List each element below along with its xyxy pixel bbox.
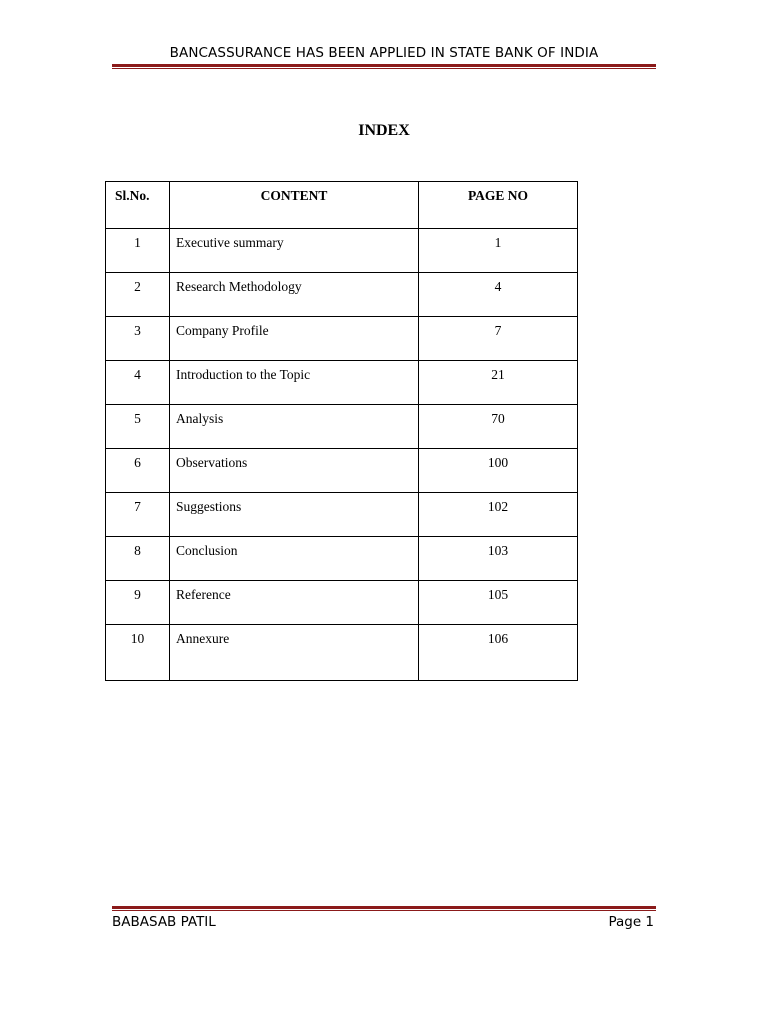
cell-page-no: 100 xyxy=(419,449,578,493)
cell-content: Conclusion xyxy=(170,537,419,581)
cell-content: Analysis xyxy=(170,405,419,449)
cell-content: Observations xyxy=(170,449,419,493)
table-row xyxy=(106,537,578,581)
footer-rule xyxy=(112,906,656,911)
cell-page-no: 106 xyxy=(419,625,578,681)
header-rule xyxy=(112,64,656,69)
cell-sl-no: 4 xyxy=(106,361,170,405)
column-header-page-no: PAGE NO xyxy=(419,182,578,229)
cell-content: Introduction to the Topic xyxy=(170,361,419,405)
table-row xyxy=(106,405,578,449)
cell-page-no: 70 xyxy=(419,405,578,449)
footer-author: BABASAB PATIL xyxy=(112,914,216,930)
cell-page-no: 1 xyxy=(419,229,578,273)
cell-sl-no: 1 xyxy=(106,229,170,273)
cell-sl-no: 5 xyxy=(106,405,170,449)
cell-content: Suggestions xyxy=(170,493,419,537)
cell-sl-no: 9 xyxy=(106,581,170,625)
footer-page-number: Page 1 xyxy=(608,914,654,930)
table-row xyxy=(106,581,578,625)
cell-content: Company Profile xyxy=(170,317,419,361)
cell-sl-no: 2 xyxy=(106,273,170,317)
cell-content: Reference xyxy=(170,581,419,625)
cell-content: Executive summary xyxy=(170,229,419,273)
cell-page-no: 103 xyxy=(419,537,578,581)
index-table xyxy=(105,181,578,681)
cell-content: Research Methodology xyxy=(170,273,419,317)
table-row xyxy=(106,625,578,681)
page-header-title: BANCASSURANCE HAS BEEN APPLIED IN STATE BANK OF INDIA xyxy=(169,45,599,61)
cell-sl-no: 7 xyxy=(106,493,170,537)
cell-sl-no: 6 xyxy=(106,449,170,493)
cell-page-no: 7 xyxy=(419,317,578,361)
table-row xyxy=(106,229,578,273)
cell-content: Annexure xyxy=(170,625,419,681)
table-row xyxy=(106,361,578,405)
table-header-row xyxy=(106,182,578,229)
document-heading: INDEX xyxy=(358,122,410,139)
column-header-content: CONTENT xyxy=(170,182,419,229)
table-row xyxy=(106,317,578,361)
index-table-body xyxy=(106,229,578,681)
cell-sl-no: 10 xyxy=(106,625,170,681)
cell-sl-no: 8 xyxy=(106,537,170,581)
cell-page-no: 105 xyxy=(419,581,578,625)
table-row xyxy=(106,493,578,537)
column-header-sl-no: Sl.No. xyxy=(106,182,170,229)
cell-page-no: 4 xyxy=(419,273,578,317)
cell-page-no: 102 xyxy=(419,493,578,537)
cell-page-no: 21 xyxy=(419,361,578,405)
table-row xyxy=(106,449,578,493)
table-row xyxy=(106,273,578,317)
cell-sl-no: 3 xyxy=(106,317,170,361)
